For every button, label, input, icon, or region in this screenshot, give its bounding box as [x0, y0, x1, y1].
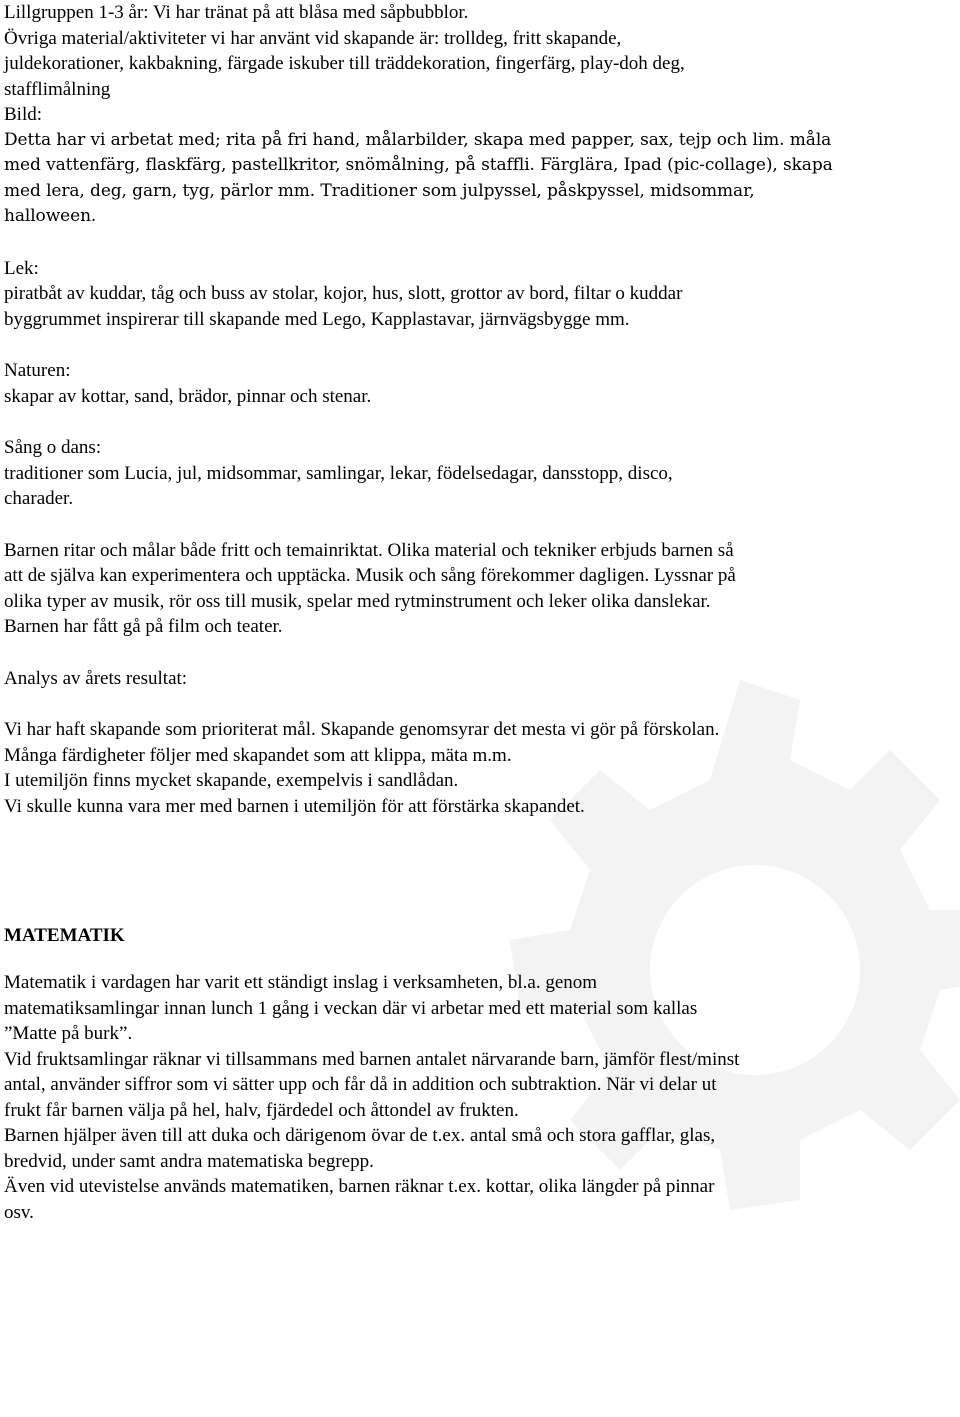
text-line: med lera, deg, garn, tyg, pärlor mm. Traditioner som julpyssel, påskpyssel, midsommar, — [4, 180, 755, 201]
text-line: stafflimålning — [4, 78, 111, 100]
text-line: Även vid utevistelse används matematiken, barnen räknar t.ex. kottar, olika längder på pinnar — [4, 1176, 715, 1197]
text-line: antal, använder siffror som vi sätter upp och får då in addition och subtraktion. När vi delar ut — [4, 1074, 717, 1095]
heading-matematik: MATEMATIK — [4, 925, 125, 946]
text-line: halloween. — [4, 206, 97, 226]
text-line: Barnen hjälper även till att duka och därigenom övar de t.ex. antal små och stora gafflar, glas, — [4, 1125, 716, 1146]
text-line: I utemiljön finns mycket skapande, exempelvis i sandlådan. — [4, 770, 459, 791]
block-matematik — [4, 970, 956, 1225]
block-bild — [4, 128, 956, 230]
text-line: olika typer av musik, rör oss till musik, spelar med rytminstrument och leker olika danslekar. — [4, 590, 711, 612]
text-line: Vi har haft skapande som prioriterat mål. Skapande genomsyrar det mesta vi gör på förskolan. — [4, 719, 720, 740]
section-label-bild: Bild: — [4, 104, 43, 125]
text-line: Vid fruktsamlingar räknar vi tillsammans med barnen antalet närvarande barn, jämför flest/minst — [4, 1048, 740, 1070]
text-line: att de själva kan experimentera och upptäcka. Musik och sång förekommer dagligen. Lyssnar på — [4, 565, 736, 586]
text-line: juldekorationer, kakbakning, färgade iskuber till träddekoration, fingerfärg, play-doh deg, — [4, 53, 685, 74]
text-line: Många färdigheter följer med skapandet som att klippa, mäta m.m. — [4, 744, 512, 766]
section-label-sang: Sång o dans: — [4, 437, 102, 458]
section-label-naturen: Naturen: — [4, 360, 71, 381]
text-line: Barnen har fått gå på film och teater. — [4, 616, 283, 637]
text-line: osv. — [4, 1201, 34, 1223]
text-line: frukt får barnen välja på hel, halv, fjärdedel och åttondel av frukten. — [4, 1099, 519, 1121]
text-line: Övriga material/aktiviteter vi har använt vid skapande är: trolldeg, fritt skapande, — [4, 27, 622, 49]
text-line: Barnen ritar och målar både fritt och temainriktat. Olika material och tekniker erbjuds barnen så — [4, 539, 734, 561]
block-lillgruppen — [4, 0, 956, 128]
text-line: traditioner som Lucia, jul, midsommar, samlingar, lekar, födelsedagar, dansstopp, disco, — [4, 462, 673, 484]
text-line: Detta har vi arbetat med; rita på fri hand, målarbilder, skapa med papper, sax, tejp och lim. måla — [4, 129, 832, 150]
block-analys — [4, 717, 956, 819]
text-line: skapar av kottar, sand, brädor, pinnar och stenar. — [4, 385, 372, 407]
text-line: matematiksamlingar innan lunch 1 gång i veckan där vi arbetar med ett material som kallas — [4, 997, 698, 1019]
block-sang — [4, 435, 956, 512]
block-barnen — [4, 538, 956, 640]
text-line: byggrummet inspirerar till skapande med Lego, Kapplastavar, järnvägsbygge mm. — [4, 308, 630, 330]
text-line: ”Matte på burk”. — [4, 1023, 133, 1044]
block-naturen — [4, 358, 956, 409]
text-line: med vattenfärg, flaskfärg, pastellkritor, snömålning, på staffli. Färglära, Ipad (pic-collage), skapa — [4, 155, 833, 175]
text-line: Matematik i vardagen har varit ett ständigt inslag i verksamheten, bl.a. genom — [4, 972, 598, 993]
text-line: piratbåt av kuddar, tåg och buss av stolar, kojor, hus, slott, grottor av bord, filtar o kuddar — [4, 283, 683, 304]
text-line: Vi skulle kunna vara mer med barnen i utemiljön för att förstärka skapandet. — [4, 795, 585, 817]
text-line: bredvid, under samt andra matematiska begrepp. — [4, 1150, 374, 1172]
text-line: charader. — [4, 488, 74, 509]
section-label-lek: Lek: — [4, 257, 39, 279]
block-lek — [4, 256, 956, 333]
text-line: Lillgruppen 1-3 år: Vi har tränat på att blåsa med såpbubblor. — [4, 2, 469, 23]
section-label-analys: Analys av årets resultat: — [4, 667, 188, 689]
